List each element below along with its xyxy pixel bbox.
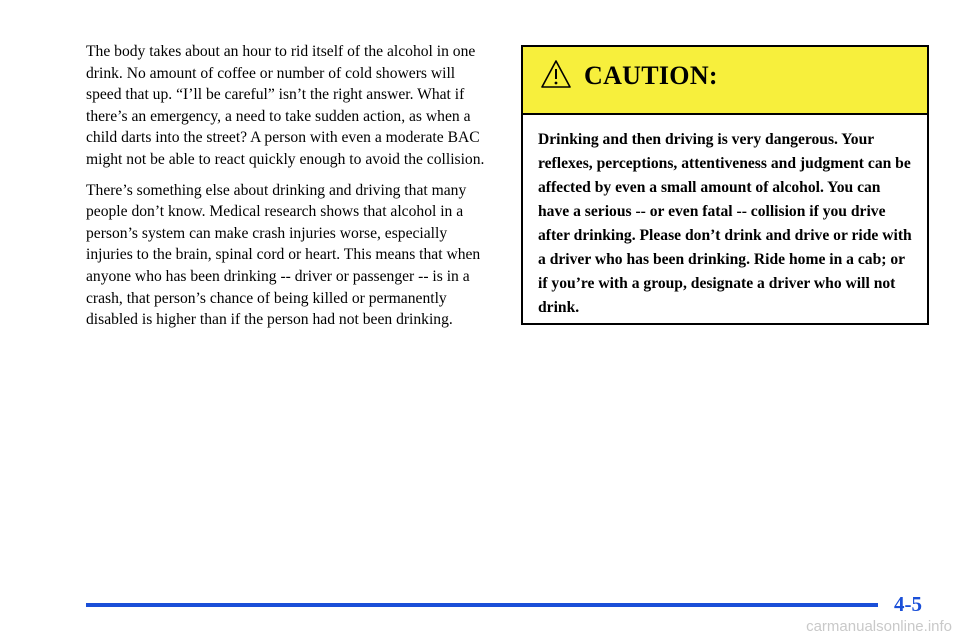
warning-triangle-icon (540, 59, 572, 89)
caution-header (523, 47, 927, 115)
watermark: carmanualsonline.info (806, 618, 952, 635)
body-paragraph: There’s something else about drinking and driving that many people don’t know. Medical research shows that alcohol in a person’s system can make crash injuries worse, especially injuries to the brain, spinal cord or heart. This means that when anyone who has been drinking -- driver or passenger -- is in a crash, that person’s chance of being killed or permanently disabled is higher than if the person had not been drinking. (86, 181, 481, 329)
caution-title: CAUTION: (584, 61, 718, 90)
page-number: 4-5 (894, 592, 922, 616)
body-text-column (86, 41, 488, 340)
caution-box (521, 45, 929, 325)
footer-rule (86, 603, 878, 607)
caution-text: Drinking and then driving is very dangerous. Your reflexes, perceptions, attentiveness and judgment can be affected by even a small amount of alcohol. You can have a serious -- or even fatal -- collision if you drive after drinking. Please don’t drink and drive or ride with a driver who has been drinking. Ride home in a cab; or if you’re with a group, designate a driver who will not drink. (538, 131, 912, 316)
body-paragraph: The body takes about an hour to rid itself of the alcohol in one drink. No amount of coffee or number of cold showers will speed that up. “I’ll be careful” isn’t the right answer. What if there’s an emergency, a need to take sudden action, as when a child darts into the street? A person with even a moderate BAC might not be able to react quickly enough to avoid the collision. (86, 43, 485, 168)
